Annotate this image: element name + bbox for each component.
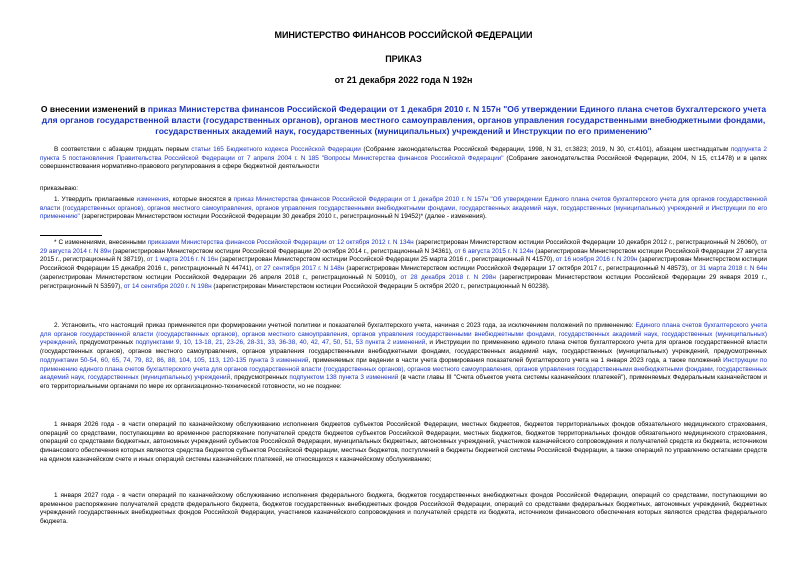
item-1-text: , которые вносятся в xyxy=(168,196,234,203)
amendment-link[interactable]: от 27 сентября 2017 г. N 148н xyxy=(255,265,345,273)
amendment-link[interactable]: от 14 сентября 2020 г. N 198н xyxy=(123,282,212,290)
budget-code-link[interactable]: статьи 165 Бюджетного кодекса Российской Федерации xyxy=(191,146,361,153)
doc-type-heading: ПРИКАЗ xyxy=(385,54,422,64)
amendment-link[interactable]: от 1 марта 2016 г. N 16н xyxy=(146,256,218,264)
item-1-text: (зарегистрирован Министерством юстиции Российской Федерации 30 декабря 2010 г., регистрационный N 19452)* (далее - изменения). xyxy=(79,213,487,221)
amendment-link[interactable]: приказами Министерства финансов Российской Федерации от 12 октября 2012 г. N 134н xyxy=(147,239,414,246)
document-title xyxy=(40,104,767,137)
item-2-text: (в части главы III "Счета объектов учета системы казначейских платежей"), применяемых Федеральным казначейством и его территориальными органами по мере их организационно-технической готовности, но не позднее: xyxy=(40,374,767,390)
footnote-text: (зарегистрирован Министерством юстиции Российской Федерации 10 декабря 2012 г., регистрационный N 26060), xyxy=(413,239,761,246)
instruction-link[interactable]: Инструкции по применению единого плана счетов бухгалтерского учета для органов государственной власти (государственных органов), органов местного самоуправления, органов управления государственными внебюджетными фондами, государственных академий наук, государственных (муниципальных) учреждений xyxy=(40,356,768,382)
item-2-text: , и Инструкции по применению единого плана счетов бухгалтерского учета для органов государственной власти (государственных органов), органов местного самоуправления, органов управления государственными внебюджетными фондами, государственных академий наук, государственных (муниципальных) учреждений, предусмотренных xyxy=(40,339,767,356)
item-1-text: 1. Утвердить прилагаемые xyxy=(54,196,137,203)
amendment-link[interactable]: от 6 августа 2015 г. N 124н xyxy=(454,247,534,255)
amendment-link[interactable]: от 28 декабря 2018 г. N 298н xyxy=(400,273,496,281)
preamble-text: (Собрание законодательства Российской Федерации, 2004, N 15, ст.1478) и в целях совершенствования нормативно-правового регулирования в сфере бюджетной деятельности xyxy=(40,154,767,171)
title-order-link[interactable]: приказ Министерства финансов Российской Федерации от 1 декабря 2010 г. N 157н "Об утверждении Единого плана счетов бухгалтерского учета для органов государственной власти (государственных органов), органов местного самоуправления, органов управления государственными внебюджетными фондами, государственных академий наук, государственных (муниципальных) учреждений и Инструкции по его применению" xyxy=(41,104,767,136)
footnote-text: (зарегистрирован Министерством юстиции Российской Федерации 15 декабря 2016 г., регистрационный N 44741), xyxy=(40,256,767,273)
title-prefix: О внесении изменений в xyxy=(40,104,148,114)
deadline-2027-paragraph: 1 января 2027 года - в части операций по казначейскому обслуживанию исполнения федерального бюджета, бюджетов государственных внебюджетных фондов Российской Федерации, операций со средствами, поступающими во временное распоряжение получателей средств федерального бюджета, бюджетов государственных внебюджетных фондов Российской Федерации, операций со средствами федеральных бюджетных, автономных учреждений, бюджетных учреждений государственных внебюджетных фондов Российской Федерации, участников казначейского сопровождения и получателей средств из бюджета, источником финансового обеспечения которых являются средства федерального бюджета. xyxy=(40,492,767,526)
footnote-text: (зарегистрирован Министерством юстиции Российской Федерации 29 января 2019 г., регистрационный N 53597), xyxy=(40,273,768,290)
amendment-link[interactable]: от 31 марта 2018 г. N 64н xyxy=(690,265,767,273)
preamble-paragraph xyxy=(40,146,767,172)
doc-date-number: от 21 декабря 2022 года N 192н xyxy=(334,75,473,85)
order-word: приказываю: xyxy=(40,185,78,192)
item-2-text: , применяемых при ведении в части учета формирования показателей бухгалтерского учета на 1 января 2023 года, а также положений xyxy=(308,356,724,364)
item-2-text: , предусмотренных xyxy=(75,339,136,347)
item-2-text: 2. Установить, что настоящий приказ применяется при формировании учетной политики и показателей бухгалтерского учета, начиная с 2023 года, за исключением положений по применению: xyxy=(54,322,636,329)
ministry-heading: МИНИСТЕРСТВО ФИНАНСОВ РОССИЙСКОЙ ФЕДЕРАЦИИ xyxy=(274,30,533,40)
preamble-text: (Собрание законодательства Российской Федерации, 1998, N 31, ст.3823; 2019, N 30, ст.4101), абзацем шестнадцатым xyxy=(360,146,731,153)
footnote-text: (зарегистрирован Министерством юстиции Российской Федерации 25 марта 2016 г., регистрационный N 41570), xyxy=(217,256,556,264)
footnote-text: (зарегистрирован Министерством юстиции Российской Федерации 20 октября 2014 г., регистрационный N 34361), xyxy=(110,247,455,255)
subitems-point-3-link[interactable]: подпунктами 50-54, 60, 65, 74, 79, 82, 86, 88, 104, 105, 113, 120-135 пункта 3 изменений xyxy=(40,356,309,364)
changes-link[interactable]: изменения xyxy=(136,196,169,203)
deadline-2026-paragraph: 1 января 2026 года - в части операций по казначейскому обслуживанию исполнения бюджетов субъектов Российской Федерации, местных бюджетов, бюджетов территориальных фондов обязательного медицинского страхования, операций со средствами, поступающими во временное распоряжение получателей средств бюджетов субъектов Российской Федерации, местных бюджетов, бюджетов территориальных фондов обязательного медицинского страхования, операций со средствами бюджетных, автономных учреждений субъектов Российской Федерации, муниципальных бюджетных, автономных учреждений, участников казначейского сопровождения и получателей средств из бюджета, источником финансового обеспечения которых являются средства бюджетов субъектов Российской Федерации, местных бюджетов, поступлений в бюджеты бюджетной системы Российской Федерации, а также операций по управлению остатками средств на едином казначейском счете и иных операций системы казначейских платежей, не относящихся к казначейскому обслуживанию; xyxy=(40,421,767,463)
government-resolution-link[interactable]: подпункта 2 пункта 5 постановления Правительства Российской Федерации от 7 апреля 2004 г. N 185 "Вопросы Министерства финансов Российской Федерации" xyxy=(40,146,767,162)
item-1-paragraph xyxy=(40,196,767,222)
footnote-text: (зарегистрирован Министерством юстиции Российской Федерации 5 октября 2020 г., регистрационный N 60238). xyxy=(211,282,550,290)
item-2-text: , предусмотренных xyxy=(230,374,290,382)
footnote-text: (зарегистрирован Министерством юстиции Российской Федерации 17 октября 2017 г., регистрационный N 48573), xyxy=(344,265,691,273)
footnote-text: (зарегистрирован Министерством юстиции Российской Федерации 26 апреля 2018 г., регистрационный N 50910), xyxy=(40,273,401,281)
amendment-link[interactable]: от 29 августа 2014 г. N 89н xyxy=(40,239,767,255)
unified-chart-link[interactable]: Единого плана счетов бухгалтерского учета для органов государственной власти (государственных органов), органов местного самоуправления, органов управления государственными внебюджетными фондами, государственных академий наук, государственных (муниципальных) учреждений xyxy=(40,322,768,347)
footnote-text: * С изменениями, внесенными xyxy=(54,239,148,246)
preamble-text: В соответствии с абзацем тридцать первым xyxy=(54,146,192,153)
subitems-point-2-link[interactable]: подпунктами 9, 10, 13-18, 21, 23-26, 28-31, 33, 36-38, 40, 42, 47, 50, 51, 53 пункта 2 изменений xyxy=(135,339,426,347)
footnote-text: (зарегистрирован Министерством юстиции Российской Федерации 27 августа 2015 г., регистрационный N 38719), xyxy=(40,247,767,264)
footnote-paragraph xyxy=(40,239,767,291)
subitem-138-link[interactable]: подпунктом 138 пункта 3 изменений xyxy=(289,374,399,382)
footnote-divider xyxy=(40,235,102,236)
amendment-link[interactable]: от 16 ноября 2016 г. N 209н xyxy=(555,256,638,264)
item-2-paragraph xyxy=(40,322,767,392)
order-157n-link[interactable]: приказ Министерства финансов Российской Федерации от 1 декабря 2010 г. N 157н "Об утверждении Единого плана счетов бухгалтерского учета для органов государственной власти (государственных органов), органов местного самоуправления, органов управления государственными внебюджетными фондами, государственных академий наук, государственных (муниципальных) учреждений и Инструкции по его применению" xyxy=(40,196,767,221)
